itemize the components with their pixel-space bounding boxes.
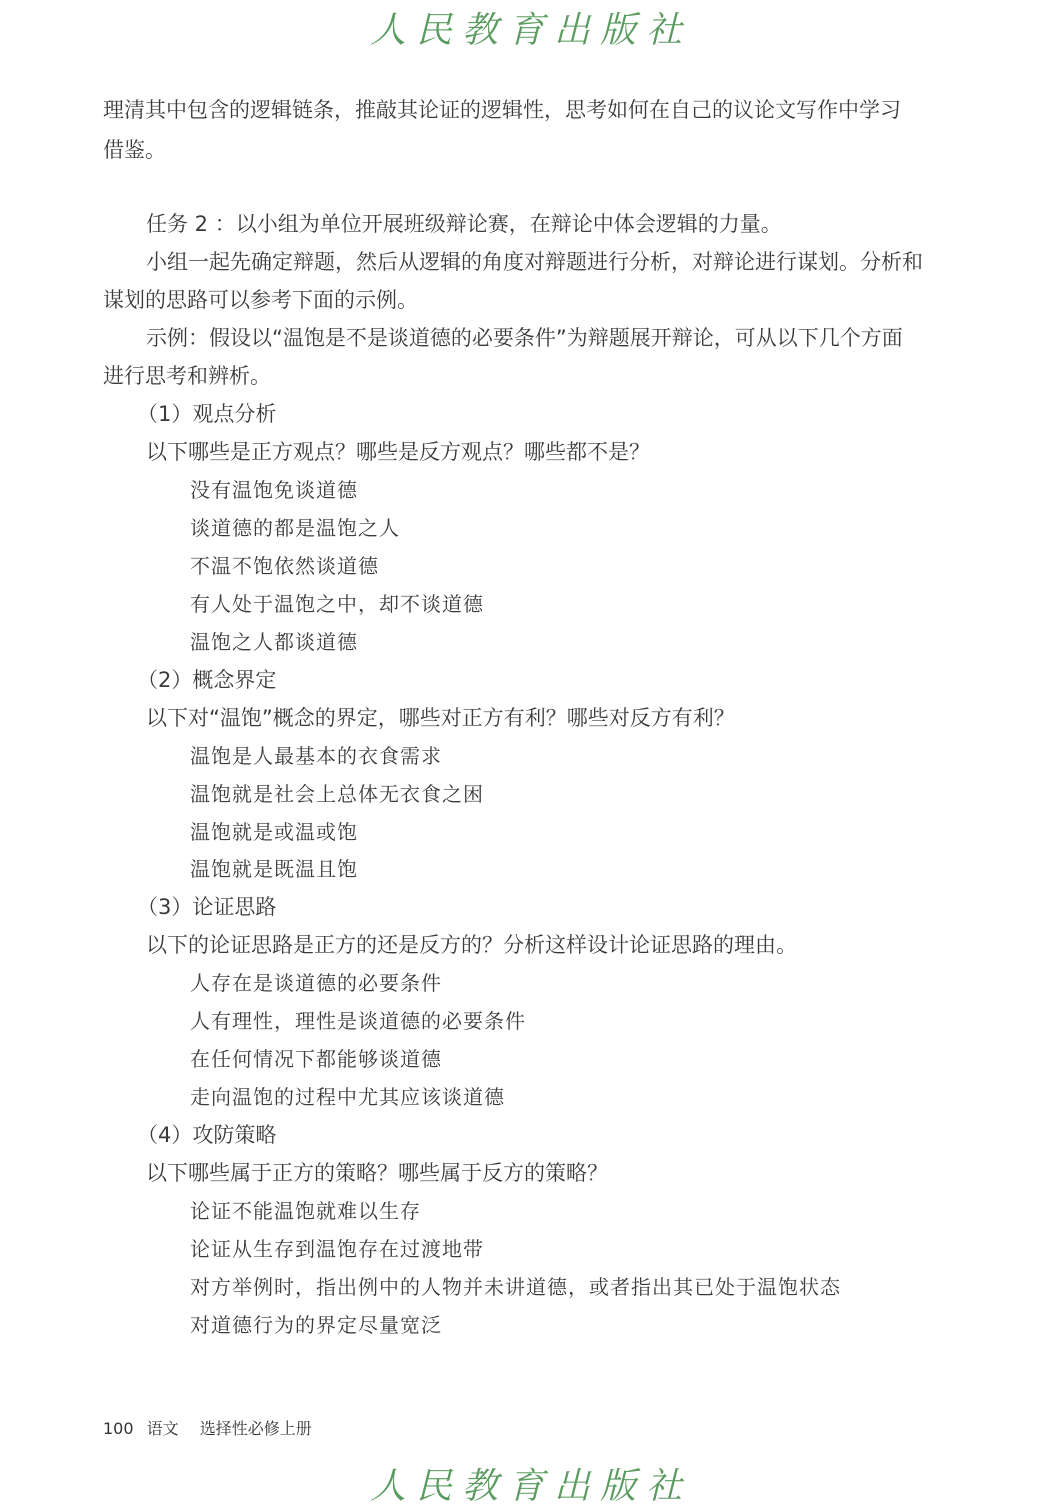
list-item: 对道德行为的界定尽量宽泛: [190, 1313, 442, 1337]
section-heading: （4）攻防策略: [137, 1123, 277, 1147]
footer-subject: 语文: [146, 1419, 179, 1438]
task-paragraph-2-line-1: 示例：假设以“温饱是不是谈道德的必要条件”为辩题展开辩论，可从以下几个方面: [146, 326, 903, 350]
section-question: 以下哪些是正方观点？哪些是反方观点？哪些都不是？: [146, 440, 650, 464]
section-question: 以下对“温饱”概念的界定，哪些对正方有利？哪些对反方有利？: [146, 706, 735, 730]
intro-line-2: 借鉴。: [103, 138, 166, 162]
list-item: 温饱之人都谈道德: [190, 630, 358, 654]
footer-book-title: 选择性必修上册: [199, 1419, 312, 1438]
list-item: 在任何情况下都能够谈道德: [190, 1047, 442, 1071]
intro-line-1: 理清其中包含的逻辑链条，推敲其论证的逻辑性，思考如何在自己的议论文写作中学习: [103, 98, 901, 122]
list-item: 温饱就是或温或饱: [190, 820, 358, 844]
list-item: 不温不饱依然谈道德: [190, 554, 379, 578]
section-question: 以下哪些属于正方的策略？哪些属于反方的策略？: [146, 1161, 608, 1185]
section-heading: （2）概念界定: [137, 668, 277, 692]
list-item: 温饱是人最基本的衣食需求: [190, 744, 442, 768]
list-item: 走向温饱的过程中尤其应该谈道德: [190, 1085, 505, 1109]
list-item: 对方举例时，指出例中的人物并未讲道德，或者指出其已处于温饱状态: [190, 1275, 841, 1299]
list-item: 论证不能温饱就难以生存: [190, 1199, 421, 1223]
section-question: 以下的论证思路是正方的还是反方的？分析这样设计论证思路的理由。: [146, 933, 797, 957]
section-heading: （3）论证思路: [137, 895, 277, 919]
list-item: 谈道德的都是温饱之人: [190, 516, 400, 540]
list-item: 没有温饱免谈道德: [190, 478, 358, 502]
task-paragraph-1-line-2: 谋划的思路可以参考下面的示例。: [103, 288, 418, 312]
list-item: 温饱就是社会上总体无衣食之困: [190, 782, 484, 806]
task-paragraph-2-line-2: 进行思考和辨析。: [103, 364, 271, 388]
list-item: 人存在是谈道德的必要条件: [190, 971, 442, 995]
list-item: 温饱就是既温且饱: [190, 857, 358, 881]
section-heading: （1）观点分析: [137, 402, 277, 426]
task-paragraph-1-line-1: 小组一起先确定辩题，然后从逻辑的角度对辩题进行分析，对辩论进行谋划。分析和: [146, 250, 923, 274]
task-title: 任务 2 ：以小组为单位开展班级辩论赛，在辩论中体会逻辑的力量。: [146, 212, 782, 236]
page-footer: [103, 1418, 312, 1440]
list-item: 论证从生存到温饱存在过渡地带: [190, 1237, 484, 1261]
list-item: 人有理性，理性是谈道德的必要条件: [190, 1009, 526, 1033]
publisher-logo-bottom: 人民教育出版社: [369, 1466, 692, 1507]
list-item: 有人处于温饱之中，却不谈道德: [190, 592, 484, 616]
page-number: 100: [103, 1419, 134, 1438]
publisher-logo-top: 人民教育出版社: [369, 10, 692, 51]
